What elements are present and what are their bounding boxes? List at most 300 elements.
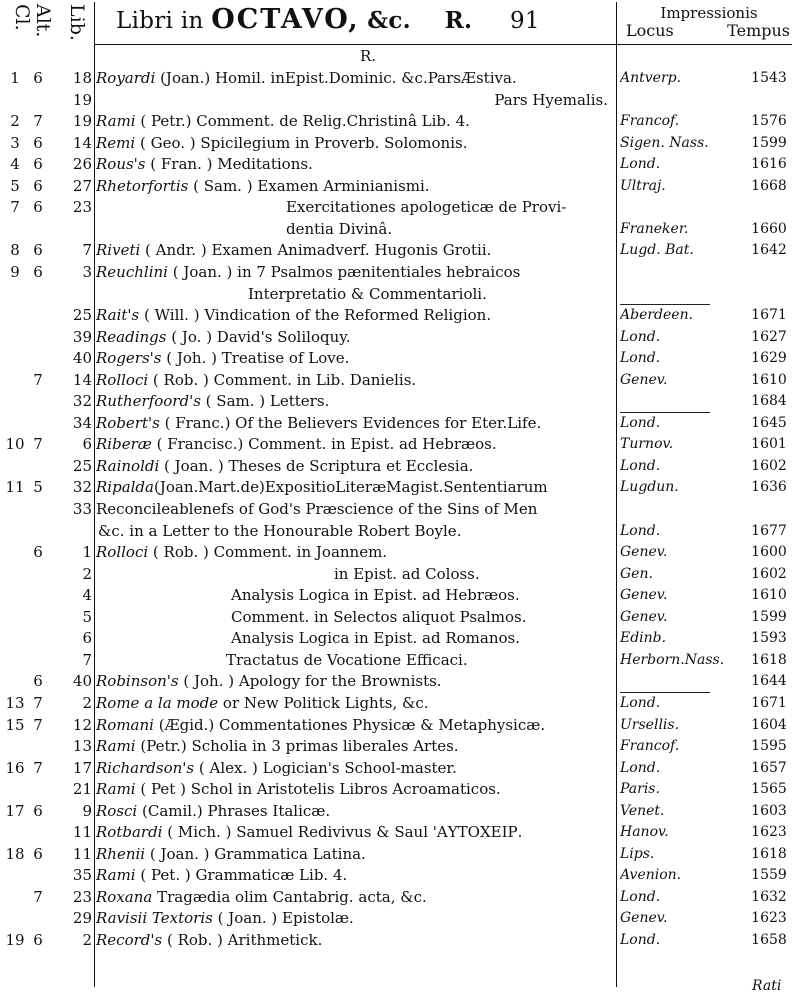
- entry-lib: 17: [72, 758, 92, 777]
- entry-year: 1660: [751, 220, 787, 237]
- entry-description: ( Fran. ) Meditations.: [145, 155, 313, 174]
- entry-title: [96, 348, 616, 368]
- entry-title: [96, 176, 616, 196]
- entry-year: 1623: [751, 910, 787, 927]
- catalogue-entry: [0, 844, 798, 864]
- entry-alt: 6: [33, 262, 43, 281]
- entry-description: ( Rob. ) Comment. in Lib. Danielis.: [148, 370, 417, 389]
- entry-year: 1627: [751, 328, 787, 345]
- entry-place: Lond.: [620, 350, 661, 367]
- entry-class: 1: [10, 69, 20, 87]
- entry-lib: 1: [82, 543, 92, 562]
- entry-description: Interpretatio & Commentarioli.: [248, 284, 487, 303]
- entry-title: [96, 327, 616, 347]
- entry-lib: 23: [72, 198, 92, 217]
- entry-place: Lips.: [620, 845, 655, 862]
- catalogue-entry: [0, 908, 798, 928]
- entry-year: 1610: [751, 587, 787, 604]
- entry-description: Pars Hyemalis.: [494, 90, 608, 109]
- entry-year: 1636: [751, 479, 787, 496]
- tempus-label: Tempus: [727, 21, 790, 40]
- running-head-format: OCTAVO,: [211, 4, 360, 35]
- entry-place: Ursellis.: [620, 716, 680, 733]
- entry-author: Rhenii: [96, 844, 146, 863]
- entry-year: 1642: [751, 242, 787, 259]
- entry-description: Tractatus de Vocatione Efficaci.: [226, 650, 468, 669]
- catalogue-entry: [0, 671, 798, 691]
- entry-class: 15: [5, 715, 25, 734]
- entry-title: [96, 305, 616, 325]
- entry-lib: 5: [82, 607, 92, 626]
- entry-description: Reconcileablenefs of God's Præscience of the Sins of Men: [96, 500, 538, 518]
- entry-lib: 33: [72, 500, 92, 518]
- catalogue-entry: [0, 327, 798, 347]
- running-head-etc: &c.: [367, 7, 411, 34]
- entry-title: [96, 391, 616, 411]
- entry-author: Rami: [96, 780, 136, 799]
- entry-lib: 6: [82, 435, 92, 454]
- entry-lib: 19: [72, 90, 92, 109]
- entry-year: 1684: [751, 393, 787, 410]
- entry-place: Francof.: [620, 738, 680, 755]
- entry-title: [96, 197, 616, 217]
- entry-title: [96, 758, 616, 778]
- entry-author: Readings: [96, 327, 167, 346]
- entry-title: [96, 779, 616, 799]
- entry-year: 1629: [751, 350, 787, 367]
- catalogue-entry: [0, 456, 798, 476]
- catalogue-entry: [0, 434, 798, 454]
- entry-alt: 5: [33, 478, 43, 497]
- entry-description: ( Sam. ) Examen Arminianismi.: [188, 176, 430, 195]
- entry-place: Edinb.: [620, 630, 667, 647]
- entry-lib: 39: [72, 327, 92, 346]
- entry-title: [96, 822, 616, 842]
- entry-place: Gen.: [620, 565, 653, 582]
- entry-title: [96, 801, 616, 821]
- entry-class: 19: [5, 931, 25, 949]
- entry-author: Rutherfoord's: [96, 392, 201, 411]
- entry-alt: 7: [33, 758, 43, 777]
- entry-place: Lond.: [620, 759, 661, 776]
- entry-description: dentia Divinâ.: [286, 219, 393, 238]
- entry-lib: 32: [72, 392, 92, 411]
- entry-lib: 25: [72, 456, 92, 475]
- entry-description: ( Pet. ) Grammaticæ Lib. 4.: [135, 866, 348, 885]
- entry-place: Lond.: [620, 457, 661, 474]
- entry-description: ( Rob. ) Comment. in Joannem.: [148, 543, 388, 562]
- entry-alt: 7: [33, 693, 43, 712]
- entry-place: Herborn.Nass.: [620, 651, 725, 668]
- entry-description: ( Andr. ) Examen Animadverf. Hugonis Grotii.: [140, 241, 492, 260]
- entry-lib: 40: [72, 672, 92, 691]
- entry-lib: 11: [72, 823, 92, 842]
- entry-class: 2: [10, 112, 20, 131]
- entry-author: Rhetorfortis: [96, 176, 189, 195]
- catalogue-entry: [0, 930, 798, 950]
- entry-alt: 6: [33, 844, 43, 863]
- entry-place: Turnov.: [620, 436, 674, 453]
- entry-class: 17: [5, 801, 25, 820]
- header-rule: [94, 44, 792, 45]
- entry-alt: 6: [33, 801, 43, 820]
- column-header-alt: Alt.: [32, 4, 54, 38]
- catalogue-entry: [0, 822, 798, 842]
- entry-class: 16: [5, 758, 25, 777]
- imprint-label: Impressionis: [660, 4, 758, 22]
- entry-lib: 3: [82, 262, 92, 281]
- entry-class: 11: [5, 478, 25, 497]
- entry-description: ( Jo. ) David's Soliloquy.: [166, 327, 351, 346]
- catalogue-entry: [0, 693, 798, 713]
- entry-author: Royardi: [96, 69, 156, 87]
- entry-alt: 7: [33, 887, 43, 906]
- entry-lib: 35: [72, 866, 92, 885]
- entry-year: 1595: [751, 738, 787, 755]
- entry-year: 1645: [751, 414, 787, 431]
- entry-author: Record's: [96, 931, 163, 949]
- catalogue-entry: [0, 284, 798, 304]
- catalogue-entry: [0, 779, 798, 799]
- entry-description: (Joan.Mart.de)ExpositioLiteræMagist.Sententiarum: [153, 478, 548, 497]
- entry-year: 1604: [751, 716, 787, 733]
- entry-alt: 7: [33, 715, 43, 734]
- catalogue-entry: [0, 564, 798, 584]
- entry-title: [96, 650, 616, 670]
- entry-year: 1559: [751, 867, 787, 884]
- entry-year: 1601: [751, 436, 787, 453]
- entry-title: [96, 434, 616, 454]
- entry-class: 10: [5, 435, 25, 454]
- catalogue-entry: [0, 348, 798, 368]
- entry-place: Genev.: [620, 608, 668, 625]
- entry-title: [96, 736, 616, 756]
- entry-year: 1599: [751, 608, 787, 625]
- entry-class: 8: [10, 241, 20, 260]
- entry-lib: 9: [82, 801, 92, 820]
- entry-author: Rome a la mode: [96, 693, 219, 712]
- entry-description: in Epist. ad Coloss.: [334, 564, 480, 583]
- catalogue-entry: [0, 219, 798, 239]
- entry-title: [96, 585, 616, 605]
- entry-place: Genev.: [620, 371, 668, 388]
- entry-lib: 34: [72, 413, 92, 432]
- entry-class: 7: [10, 198, 20, 217]
- entry-description: Comment. in Selectos aliquot Psalmos.: [231, 607, 527, 626]
- entry-title: [96, 90, 616, 110]
- entry-lib: 23: [72, 887, 92, 906]
- entry-lib: 29: [72, 909, 92, 928]
- entry-lib: 7: [82, 650, 92, 669]
- entry-title: [96, 68, 616, 88]
- entry-description: ( Will. ) Vindication of the Reformed Religion.: [139, 306, 492, 325]
- locus-label: Locus: [626, 21, 674, 40]
- entry-lib: 27: [72, 176, 92, 195]
- entry-alt: 6: [33, 155, 43, 174]
- entry-description: ( Alex. ) Logician's School-master.: [194, 758, 457, 777]
- entry-title: [96, 456, 616, 476]
- entry-lib: 32: [72, 478, 92, 497]
- entry-alt: 6: [33, 931, 43, 949]
- catalogue-entry: [0, 111, 798, 131]
- entry-lib: 18: [72, 69, 92, 87]
- entry-alt: 6: [33, 176, 43, 195]
- entry-author: Rous's: [96, 155, 146, 174]
- entry-description: ( Mich. ) Samuel Redivivus & Saul 'ΑΥΤΟΧΕΙΡ.: [162, 823, 523, 842]
- entry-year: 1543: [751, 70, 787, 86]
- entry-title: [96, 284, 616, 304]
- entry-author: Rami: [96, 866, 136, 885]
- entry-description: or New Politick Lights, &c.: [218, 693, 429, 712]
- entry-year: 1610: [751, 371, 787, 388]
- entry-title: [96, 715, 616, 735]
- entry-author: Reuchlini: [96, 262, 168, 281]
- entry-author: Roxana: [96, 887, 153, 906]
- entry-author: Robert's: [96, 413, 160, 432]
- entry-year: 1599: [751, 134, 787, 151]
- entry-author: Rolloci: [96, 370, 149, 389]
- entry-description: ( Geo. ) Spicilegium in Proverb. Solomonis.: [135, 133, 468, 152]
- entry-year: 1616: [751, 156, 787, 173]
- entry-alt: 7: [33, 435, 43, 454]
- entry-place: Genev.: [620, 910, 668, 927]
- entry-lib: 2: [82, 564, 92, 583]
- entry-title: [96, 865, 616, 885]
- entry-class: 9: [10, 262, 20, 281]
- entry-place: Sigen. Nass.: [620, 134, 709, 151]
- entry-alt: 7: [33, 370, 43, 389]
- entry-title: [96, 693, 616, 713]
- entry-year: 1671: [751, 307, 787, 324]
- entry-title: [96, 671, 616, 691]
- entry-author: Ripalda: [96, 478, 154, 497]
- entry-class: 5: [10, 176, 20, 195]
- running-head: [116, 4, 606, 35]
- entry-lib: 12: [72, 715, 92, 734]
- entry-lib: 25: [72, 306, 92, 325]
- catalogue-entry: [0, 758, 798, 778]
- entry-title: [96, 628, 616, 648]
- entry-lib: 4: [82, 586, 92, 605]
- catalogue-entry: [0, 370, 798, 390]
- catalogue-entry: [0, 887, 798, 907]
- catalogue-entry: [0, 413, 798, 433]
- entry-class: 13: [5, 693, 25, 712]
- page-number: 91: [509, 8, 540, 34]
- entry-title: [96, 154, 616, 174]
- entry-description: Exercitationes apologeticæ de Provi-: [286, 198, 567, 217]
- entry-lib: 26: [72, 155, 92, 174]
- entry-place: Lugd. Bat.: [620, 242, 694, 259]
- catalogue-entry: [0, 499, 798, 519]
- catalogue-entry: [0, 865, 798, 885]
- entry-title: [96, 908, 616, 928]
- entry-year: 1618: [751, 651, 787, 668]
- entry-year: 1632: [751, 888, 787, 905]
- entry-alt: 7: [33, 112, 43, 131]
- catalogue-entry: [0, 176, 798, 196]
- catalogue-entry: [0, 521, 798, 541]
- entry-description: (Petr.) Scholia in 3 primas liberales Artes.: [135, 737, 459, 756]
- entry-place: Lond.: [620, 522, 661, 539]
- entry-year: 1602: [751, 565, 787, 582]
- entry-year: 1600: [751, 544, 787, 561]
- entry-place: Lond.: [620, 888, 661, 905]
- entry-lib: 13: [72, 737, 92, 756]
- entry-place: Venet.: [620, 802, 665, 819]
- entry-author: Riveti: [96, 241, 141, 260]
- column-header-cl: Cl.: [11, 4, 33, 31]
- entry-description: (Ægid.) Commentationes Physicæ & Metaphysicæ.: [153, 715, 546, 734]
- entry-title: [96, 521, 616, 541]
- entry-place: Lond.: [620, 414, 661, 431]
- entry-place: Lond.: [620, 932, 661, 948]
- entry-place: Hanov.: [620, 824, 669, 841]
- entry-description: &c. in a Letter to the Honourable Robert Boyle.: [98, 521, 462, 540]
- entry-description: ( Joan. ) Grammatica Latina.: [145, 844, 366, 863]
- entry-description: ( Joan. ) in 7 Psalmos pænitentiales hebraicos: [167, 262, 521, 281]
- catalogue-entry: [0, 68, 798, 88]
- entry-author: Rosci: [96, 801, 138, 820]
- entry-description: ( Joan. ) Theses de Scriptura et Ecclesia.: [159, 456, 474, 475]
- entry-lib: 40: [72, 349, 92, 368]
- entry-place: Ultraj.: [620, 177, 666, 194]
- entry-alt: 6: [33, 69, 43, 87]
- entry-alt: 6: [33, 198, 43, 217]
- entry-place: Avenion.: [620, 867, 682, 884]
- entry-place: Lond.: [620, 328, 661, 345]
- section-letter: R.: [360, 47, 377, 65]
- entry-lib: 19: [72, 112, 92, 131]
- entry-year: 1593: [751, 630, 787, 647]
- entry-lib: 11: [72, 844, 92, 863]
- entry-description: ( Petr.) Comment. de Relig.Christinâ Lib. 4.: [135, 112, 470, 131]
- entry-author: Rolloci: [96, 543, 149, 562]
- column-header-lib: Lib.: [66, 4, 88, 41]
- entry-author: Rotbardi: [96, 823, 163, 842]
- entry-class: 18: [5, 844, 25, 863]
- entry-author: Rami: [96, 112, 136, 131]
- entry-title: [96, 477, 616, 497]
- entry-description: ( Rob. ) Arithmetick.: [162, 931, 323, 949]
- entry-title: [96, 413, 616, 433]
- entry-place: Lond.: [620, 156, 661, 173]
- catchword: Rati: [752, 978, 782, 994]
- entry-author: Rami: [96, 737, 136, 756]
- entry-title: [96, 607, 616, 627]
- entry-title: [96, 262, 616, 282]
- entry-alt: 6: [33, 543, 43, 562]
- entry-title: [96, 133, 616, 153]
- catalogue-entry: [0, 650, 798, 670]
- entry-year: 1602: [751, 457, 787, 474]
- entry-lib: 14: [72, 370, 92, 389]
- entry-year: 1644: [751, 673, 787, 690]
- entry-description: (Joan.) Homil. inEpist.Dominic. &c.ParsÆstiva.: [155, 69, 517, 87]
- entry-author: Rogers's: [96, 349, 162, 368]
- catalogue-entry: [0, 197, 798, 217]
- entry-year: 1677: [751, 522, 787, 539]
- catalogue-entry: [0, 585, 798, 605]
- catalogue-entry: [0, 262, 798, 282]
- catalogue-entry: [0, 736, 798, 756]
- entry-author: Robinson's: [96, 672, 179, 691]
- entry-title: [96, 219, 616, 239]
- entry-author: Ravisii Textoris: [96, 909, 213, 928]
- entry-description: Analysis Logica in Epist. ad Romanos.: [231, 629, 520, 648]
- entry-author: Romani: [96, 715, 154, 734]
- entry-description: ( Joh. ) Apology for the Brownists.: [178, 672, 442, 691]
- entry-description: ( Pet ) Schol in Aristotelis Libros Acroamaticos.: [135, 780, 501, 799]
- entry-class: 3: [10, 133, 20, 152]
- entry-place: Lugdun.: [620, 479, 679, 496]
- entry-place: Franeker.: [620, 220, 689, 237]
- entry-description: ( Joh. ) Treatise of Love.: [161, 349, 350, 368]
- entry-title: [96, 111, 616, 131]
- catalogue-entry: [0, 240, 798, 260]
- entry-author: Remi: [96, 133, 136, 152]
- entry-description: Analysis Logica in Epist. ad Hebræos.: [231, 586, 520, 605]
- entry-alt: 6: [33, 241, 43, 260]
- entry-lib: 6: [82, 629, 92, 648]
- entry-description: ( Joan. ) Epistolæ.: [212, 909, 354, 928]
- entry-year: 1576: [751, 113, 787, 130]
- catalogue-entry: [0, 607, 798, 627]
- entry-class: 4: [10, 155, 20, 174]
- catalogue-entry: [0, 477, 798, 497]
- entry-place: Lond.: [620, 694, 661, 711]
- entry-title: [96, 930, 616, 950]
- catalogue-entry: [0, 715, 798, 735]
- catalogue-entry: [0, 391, 798, 411]
- catalogue-entry: [0, 90, 798, 110]
- entry-year: 1671: [751, 694, 787, 711]
- entry-title: [96, 240, 616, 260]
- entry-lib: 21: [72, 780, 92, 799]
- entry-year: 1658: [751, 932, 787, 948]
- entry-title: [96, 887, 616, 907]
- catalogue-entry: [0, 133, 798, 153]
- entry-year: 1603: [751, 802, 787, 819]
- imprint-header: [620, 5, 798, 39]
- entry-title: [96, 564, 616, 584]
- entry-lib: 14: [72, 133, 92, 152]
- entry-year: 1618: [751, 845, 787, 862]
- running-head-prefix: Libri in: [116, 8, 204, 34]
- entry-alt: 6: [33, 672, 43, 691]
- entry-place: Antverp.: [620, 70, 682, 86]
- entry-lib: 7: [82, 241, 92, 260]
- entry-title: [96, 844, 616, 864]
- entry-year: 1623: [751, 824, 787, 841]
- catalogue-entry: [0, 305, 798, 325]
- entry-place: Genev.: [620, 544, 668, 561]
- entry-year: 1565: [751, 781, 787, 798]
- entry-description: ( Francisc.) Comment. in Epist. ad Hebræos.: [151, 435, 497, 454]
- catalogue-entry: [0, 542, 798, 562]
- entry-lib: 2: [82, 931, 92, 949]
- entry-description: (Camil.) Phrases Italicæ.: [137, 801, 331, 820]
- entry-year: 1668: [751, 177, 787, 194]
- entry-title: [96, 499, 616, 519]
- running-head-letter: R.: [444, 7, 473, 34]
- entry-author: Rainoldi: [96, 456, 160, 475]
- entry-lib: 2: [82, 693, 92, 712]
- entry-place: Paris.: [620, 781, 660, 798]
- entry-author: Riberæ: [96, 435, 152, 454]
- entry-title: [96, 542, 616, 562]
- entry-description: Tragædia olim Cantabrig. acta, &c.: [152, 887, 427, 906]
